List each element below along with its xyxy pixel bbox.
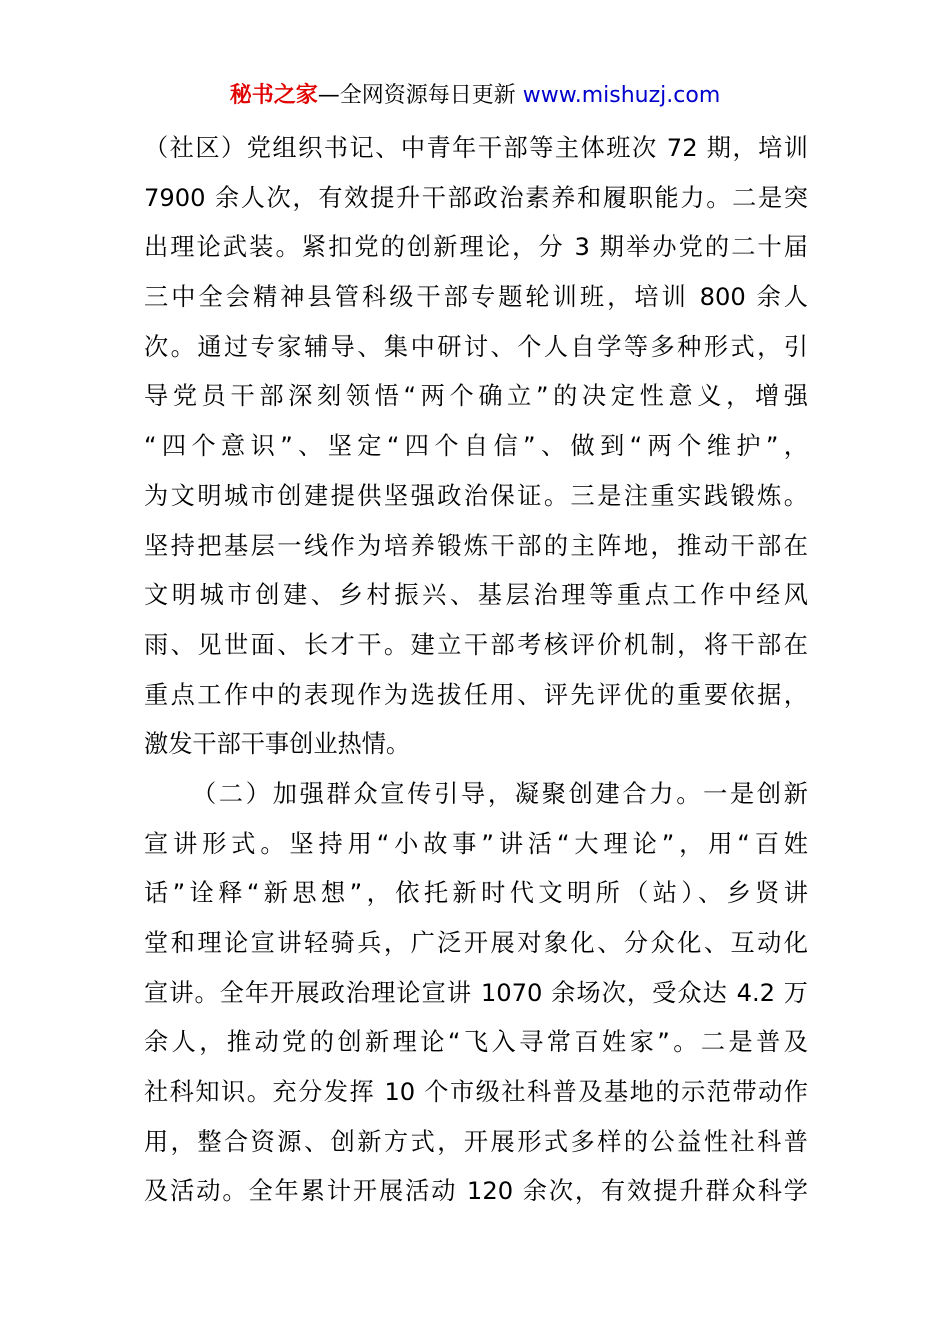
text-line: 重点工作中的表现作为选拔任用、评先评优的重要依据， (144, 680, 808, 709)
text-line: 及活动。全年累计开展活动 120 余次，有效提升群众科学 (144, 1177, 808, 1206)
text-line: 社科知识。充分发挥 10 个市级社科普及基地的示范带动作 (144, 1078, 808, 1107)
site-brand: 秘书之家 (229, 83, 318, 108)
text-line: 导党员干部深刻领悟“两个确立”的决定性意义，增强 (144, 382, 808, 411)
text-line: 余人，推动党的创新理论“飞入寻常百姓家”。二是普及 (144, 1028, 808, 1057)
document-body (144, 124, 808, 1217)
site-tagline: —全网资源每日更新 (317, 83, 523, 108)
text-line: 出理论武装。紧扣党的创新理论，分 3 期举办党的二十届 (144, 233, 808, 262)
page-header (0, 80, 950, 112)
text-line: 话”诠释“新思想”，依托新时代文明所（站）、乡贤讲 (144, 879, 808, 908)
text-line: 雨、见世面、长才干。建立干部考核评价机制，将干部在 (144, 630, 808, 659)
site-url-link[interactable]: www.mishuzj.com (522, 83, 721, 108)
text-line: 文明城市创建、乡村振兴、基层治理等重点工作中经风 (144, 581, 808, 610)
text-line: 宣讲形式。坚持用“小故事”讲活“大理论”，用“百姓 (144, 829, 808, 858)
section-heading-line: （二）加强群众宣传引导，凝聚创建合力。一是创新 (192, 779, 808, 808)
text-line: 次。通过专家辅导、集中研讨、个人自学等多种形式，引 (144, 332, 808, 361)
text-line: 用，整合资源、创新方式，开展形式多样的公益性社科普 (144, 1127, 808, 1156)
text-line: 7900 余人次，有效提升干部政治素养和履职能力。二是突 (144, 183, 808, 212)
text-line: 宣讲。全年开展政治理论宣讲 1070 余场次，受众达 4.2 万 (144, 978, 808, 1007)
paragraph-end-line: 激发干部干事创业热情。 (144, 730, 411, 759)
text-line: 为文明城市创建提供坚强政治保证。三是注重实践锻炼。 (144, 481, 808, 510)
text-line: 坚持把基层一线作为培养锻炼干部的主阵地，推动干部在 (144, 531, 808, 560)
text-line: “四个意识”、坚定“四个自信”、做到“两个维护”， (144, 432, 808, 461)
text-line: （社区）党组织书记、中青年干部等主体班次 72 期，培训 (144, 134, 808, 162)
text-line: 堂和理论宣讲轻骑兵，广泛开展对象化、分众化、互动化 (144, 929, 808, 957)
text-line: 三中全会精神县管科级干部专题轮训班，培训 800 余人 (144, 283, 808, 312)
